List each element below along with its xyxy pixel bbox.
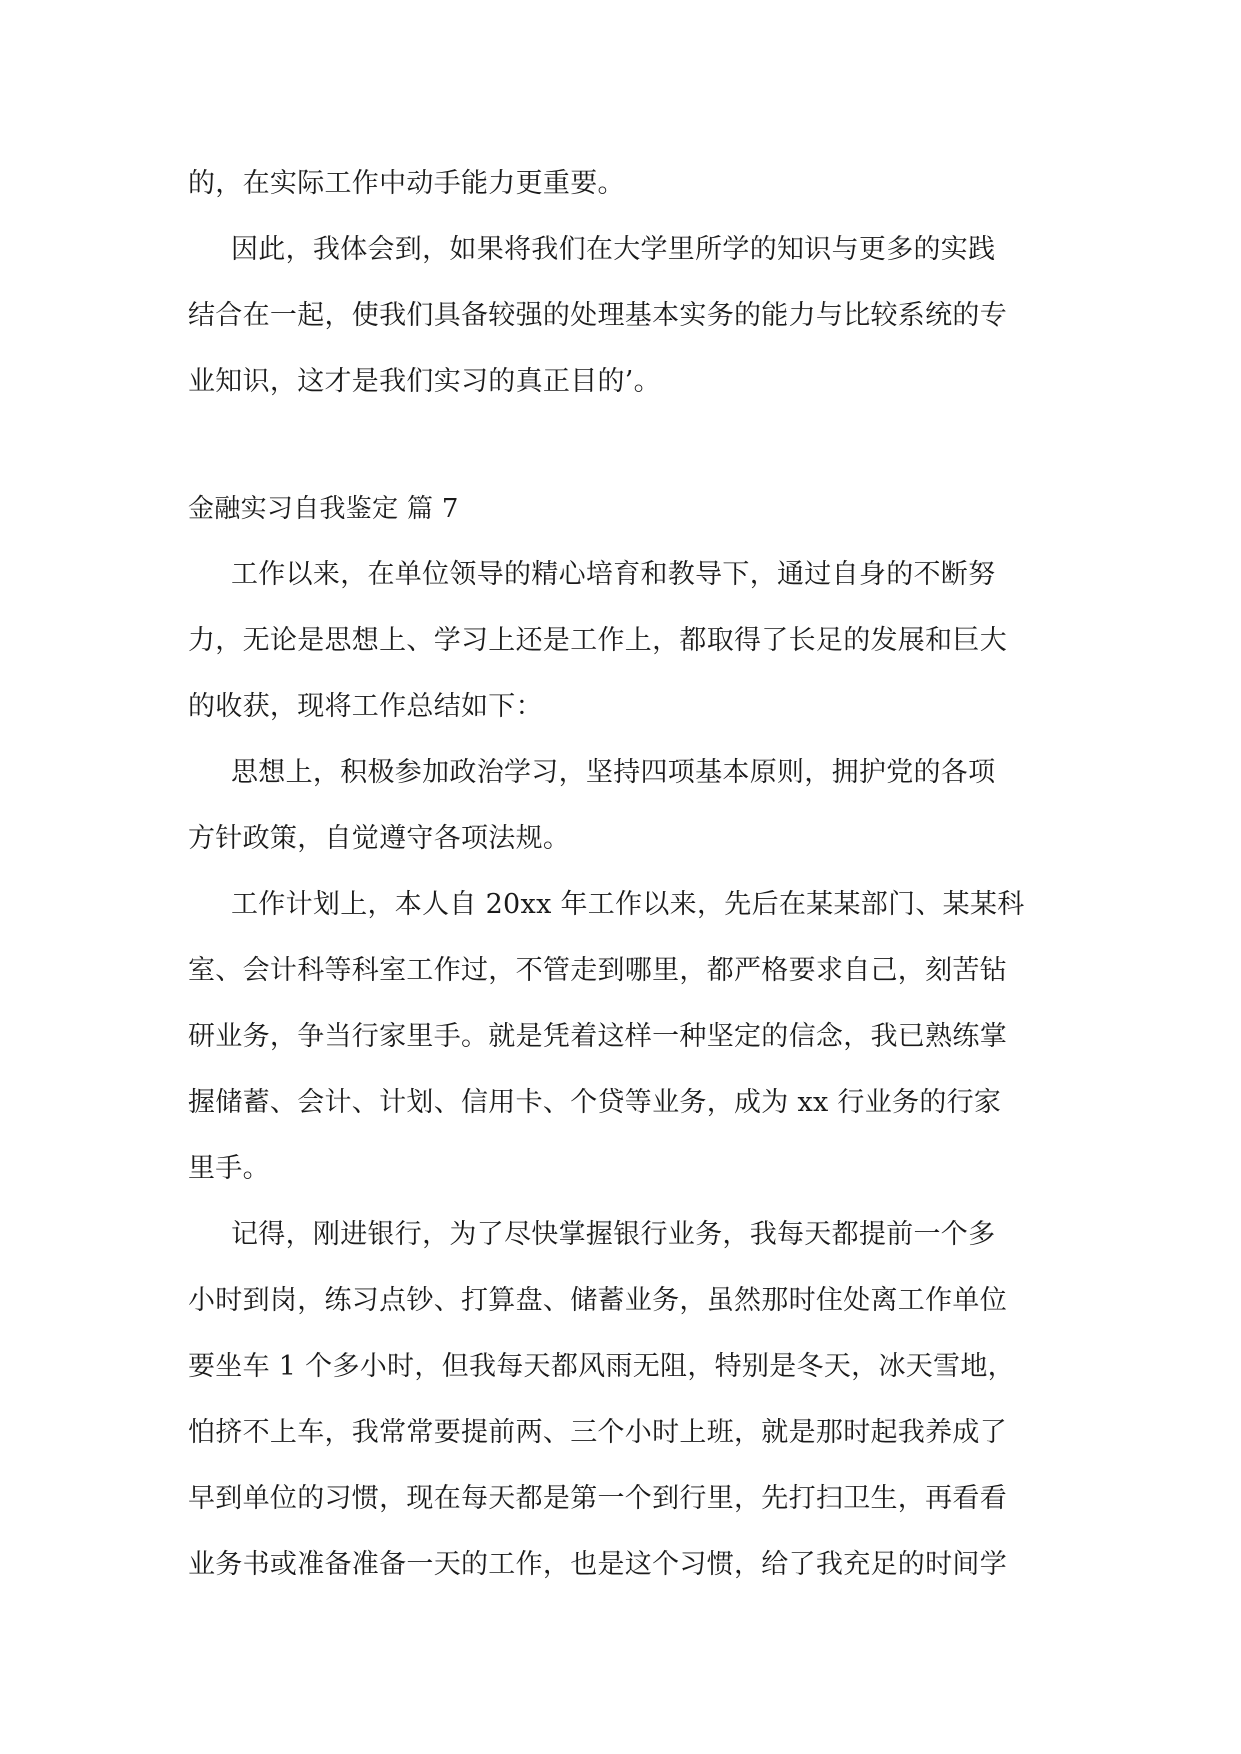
text-line: 要坐车 1 个多小时，但我每天都风雨无阻，特别是冬天，冰天雪地， (188, 1351, 1015, 1382)
paragraph-start: 思想上，积极参加政治学习，坚持四项基本原则，拥护党的各项 (231, 757, 996, 788)
text-line: 的，在实际工作中动手能力更重要。 (188, 168, 625, 199)
text-line: 方针政策，自觉遵守各项法规。 (188, 823, 571, 854)
paragraph-start: 工作计划上，本人自 20xx 年工作以来，先后在某某部门、某某科 (231, 889, 1025, 920)
text-line: 业务书或准备准备一天的工作，也是这个习惯，给了我充足的时间学 (188, 1549, 1007, 1580)
text-line: 业知识，这才是我们实习的真正目的’。 (188, 366, 661, 397)
text-line: 的收获，现将工作总结如下： (188, 691, 543, 722)
paragraph-start: 记得，刚进银行，为了尽快掌握银行业务，我每天都提前一个多 (231, 1219, 996, 1250)
text-line: 小时到岗，练习点钞、打算盘、储蓄业务，虽然那时住处离工作单位 (188, 1285, 1007, 1316)
text-line: 握储蓄、会计、计划、信用卡、个贷等业务，成为 xx 行业务的行家 (188, 1087, 1002, 1118)
paragraph-start: 工作以来，在单位领导的精心培育和教导下，通过自身的不断努 (231, 559, 996, 590)
text-line: 里手。 (188, 1153, 270, 1184)
text-line: 研业务，争当行家里手。就是凭着这样一种坚定的信念，我已熟练掌 (188, 1021, 1007, 1052)
text-line: 结合在一起，使我们具备较强的处理基本实务的能力与比较系统的专 (188, 300, 1007, 331)
section-heading: 金融实习自我鉴定 篇 7 (188, 494, 459, 524)
text-line: 力，无论是思想上、学习上还是工作上，都取得了长足的发展和巨大 (188, 625, 1007, 656)
text-line: 早到单位的习惯，现在每天都是第一个到行里，先打扫卫生，再看看 (188, 1483, 1007, 1514)
paragraph-start: 因此，我体会到，如果将我们在大学里所学的知识与更多的实践 (231, 234, 996, 265)
text-line: 怕挤不上车，我常常要提前两、三个小时上班，就是那时起我养成了 (188, 1417, 1007, 1448)
text-line: 室、会计科等科室工作过，不管走到哪里，都严格要求自己，刻苦钻 (188, 955, 1007, 986)
